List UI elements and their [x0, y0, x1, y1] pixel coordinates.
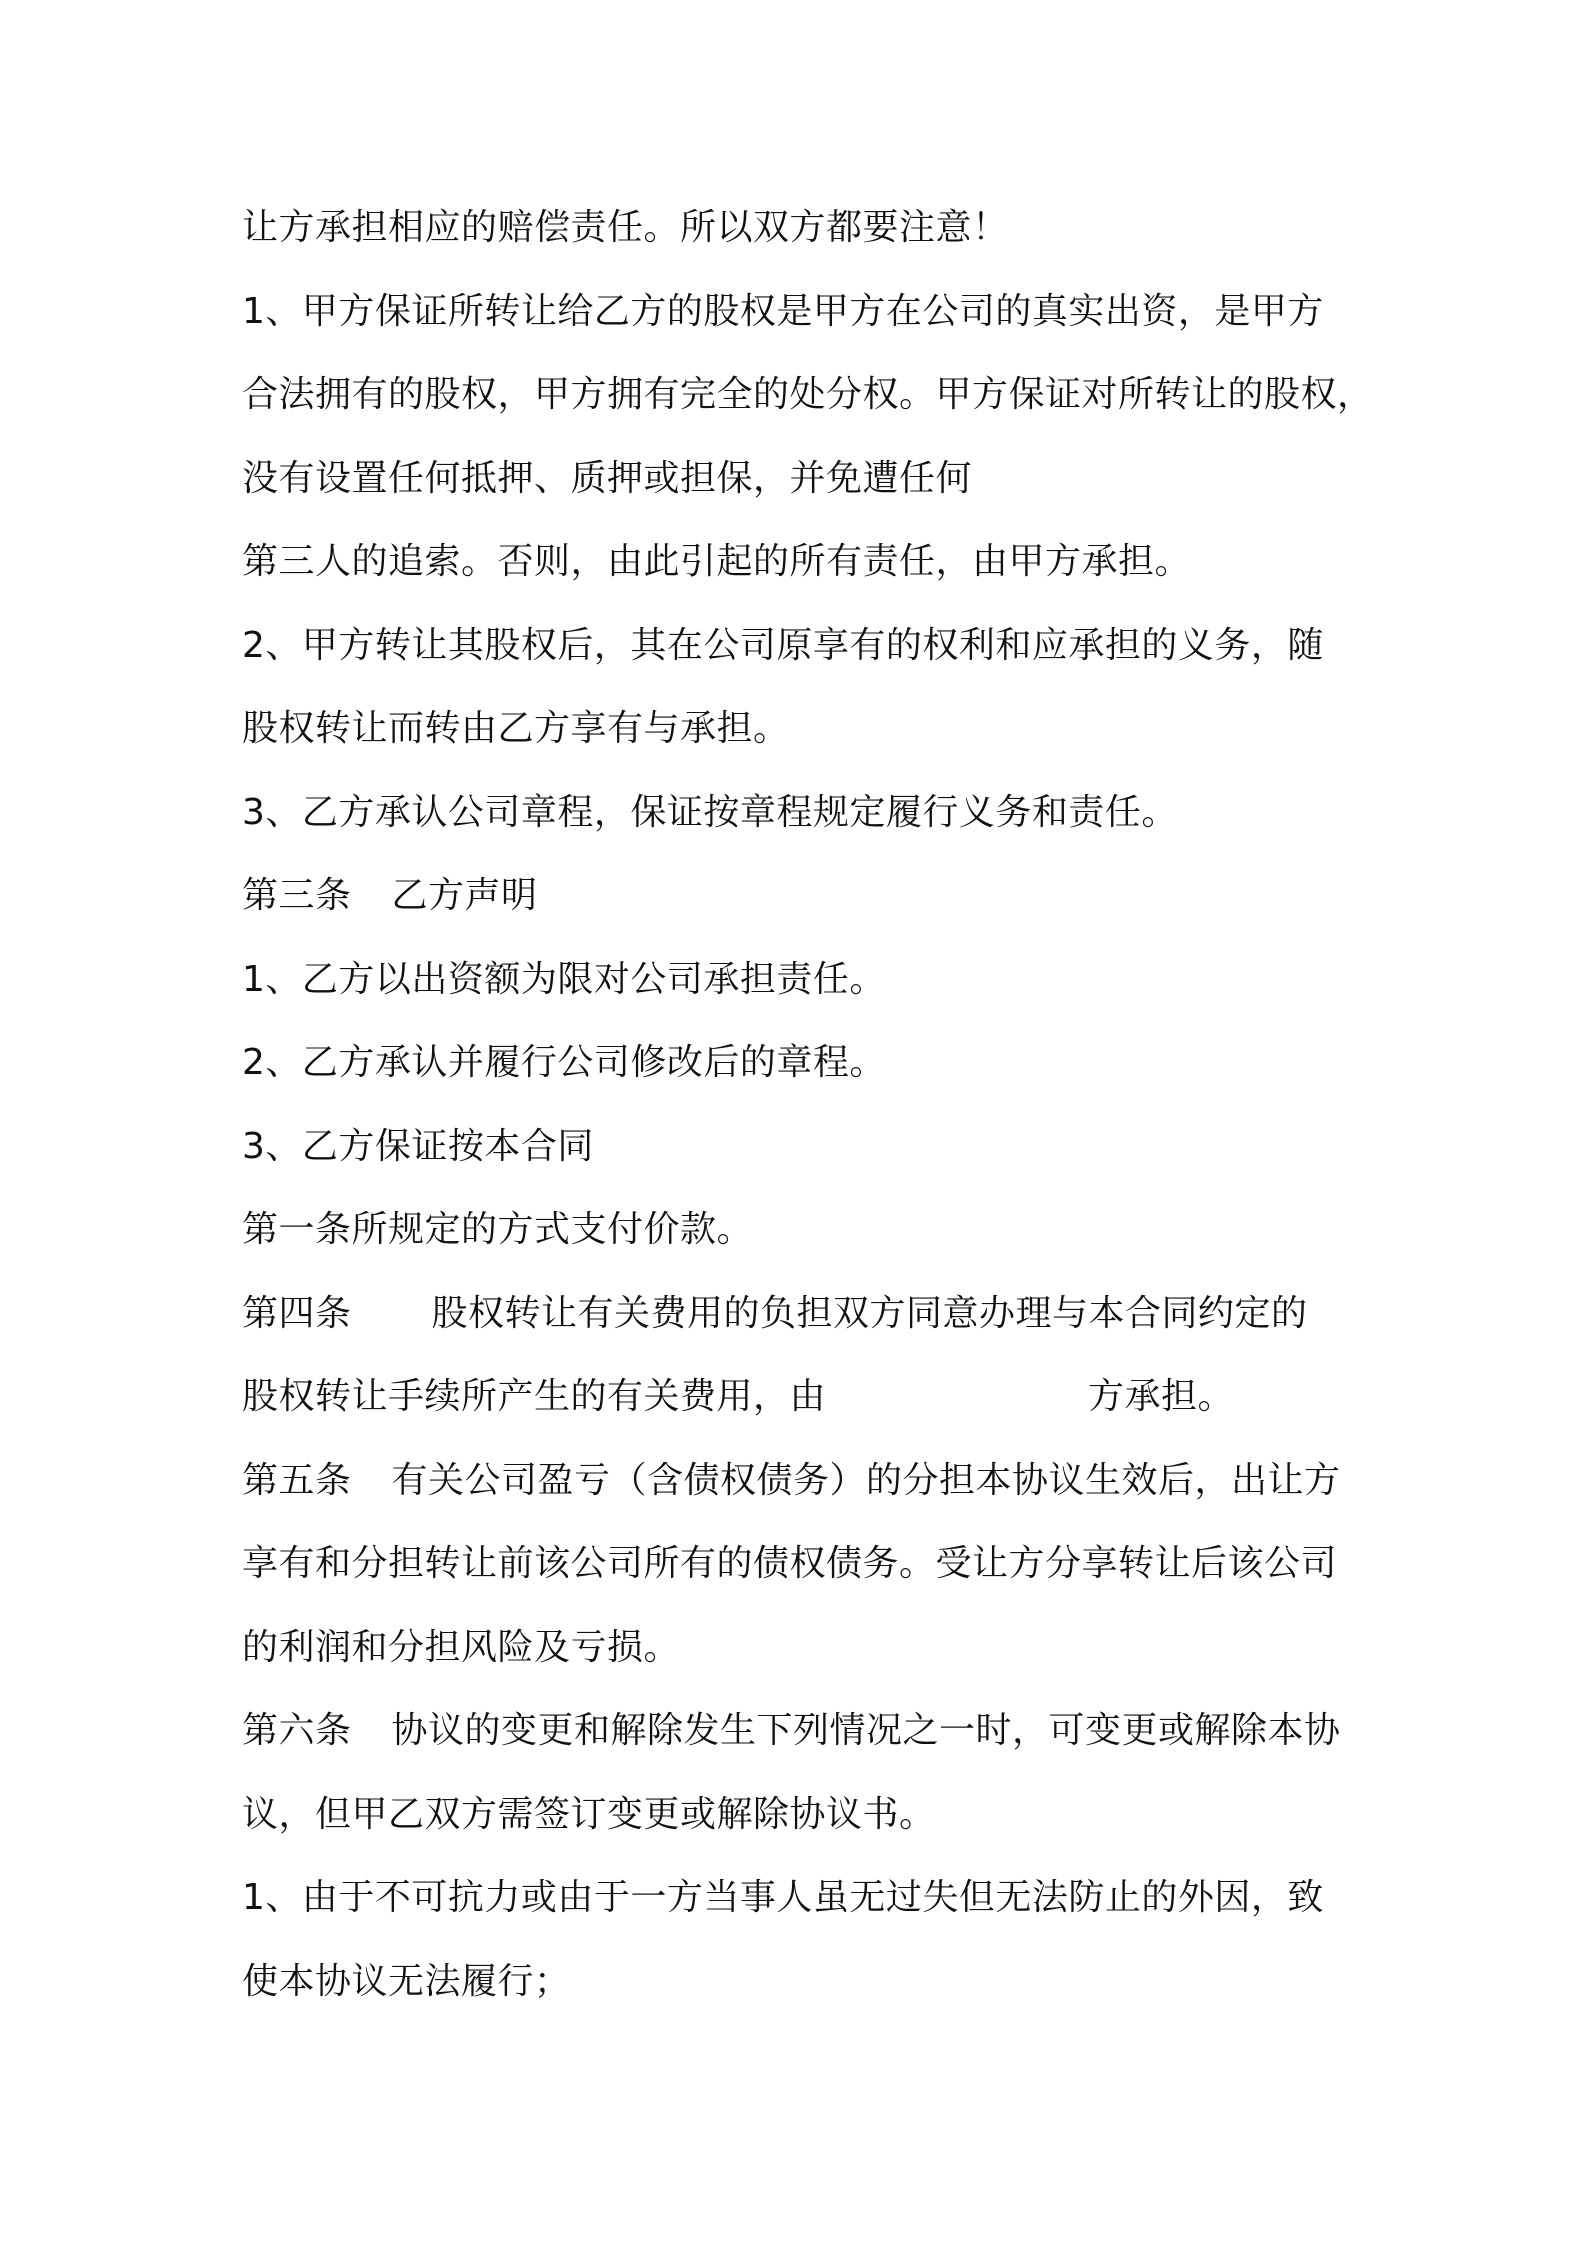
text-line: 没有设置任何抵押、质押或担保，并免遭任何: [242, 457, 973, 499]
article-number: 第四条: [242, 1292, 352, 1334]
text-line: 的利润和分担风险及亏损。: [242, 1626, 681, 1668]
text-line: 使本协议无法履行；: [242, 1960, 571, 2002]
article-number: 第五条: [242, 1459, 352, 1501]
text-line: 1、甲方保证所转让给乙方的股权是甲方在公司的真实出资，是甲方: [242, 290, 1324, 332]
article-heading-4: [242, 1283, 1382, 1367]
text-after-blank: 方承担。: [1088, 1376, 1235, 1417]
document-page: [242, 197, 1382, 2034]
article-heading-6: [242, 1700, 1382, 1784]
text-line: 1、乙方以出资额为限对公司承担责任。: [242, 958, 886, 1000]
article-title: 乙方声明: [391, 875, 538, 916]
article-text: 有关公司盈亏（含债权债务）的分担本协议生效后，出让方: [391, 1459, 1341, 1501]
text-line: 第一条所规定的方式支付价款。: [242, 1209, 754, 1250]
text-line: 2、甲方转让其股权后，其在公司原享有的权利和应承担的义务，随: [242, 624, 1324, 666]
text-line: 议，但甲乙双方需签订变更或解除协议书。: [242, 1793, 936, 1835]
text-line: 3、乙方保证按本合同: [242, 1125, 594, 1167]
text-line-with-blank: [242, 1366, 1382, 1450]
article-number: 第三条: [242, 875, 352, 916]
article-heading-5: [242, 1450, 1382, 1534]
text-before-blank: 股权转让手续所产生的有关费用，由: [242, 1376, 827, 1417]
text-line: 让方承担相应的赔偿责任。所以双方都要注意！: [242, 207, 1009, 248]
text-line: 第三人的追索。否则，由此引起的所有责任，由甲方承担。: [242, 541, 1192, 582]
article-heading-3: [242, 865, 1382, 949]
text-line: 3、乙方承认公司章程，保证按章程规定履行义务和责任。: [242, 791, 1178, 833]
text-line: 股权转让而转由乙方享有与承担。: [242, 708, 790, 749]
article-text: 股权转让有关费用的负担双方同意办理与本合同约定的: [431, 1292, 1308, 1334]
text-line: 1、由于不可抗力或由于一方当事人虽无过失但无法防止的外因，致: [242, 1877, 1324, 1918]
text-line: 合法拥有的股权，甲方拥有完全的处分权。甲方保证对所转让的股权，: [242, 374, 1374, 415]
article-number: 第六条: [242, 1710, 352, 1751]
text-line: 享有和分担转让前该公司所有的债权债务。受让方分享转让后该公司: [242, 1543, 1338, 1584]
article-text: 协议的变更和解除发生下列情况之一时，可变更或解除本协: [391, 1710, 1341, 1751]
text-line: 2、乙方承认并履行公司修改后的章程。: [242, 1042, 886, 1083]
